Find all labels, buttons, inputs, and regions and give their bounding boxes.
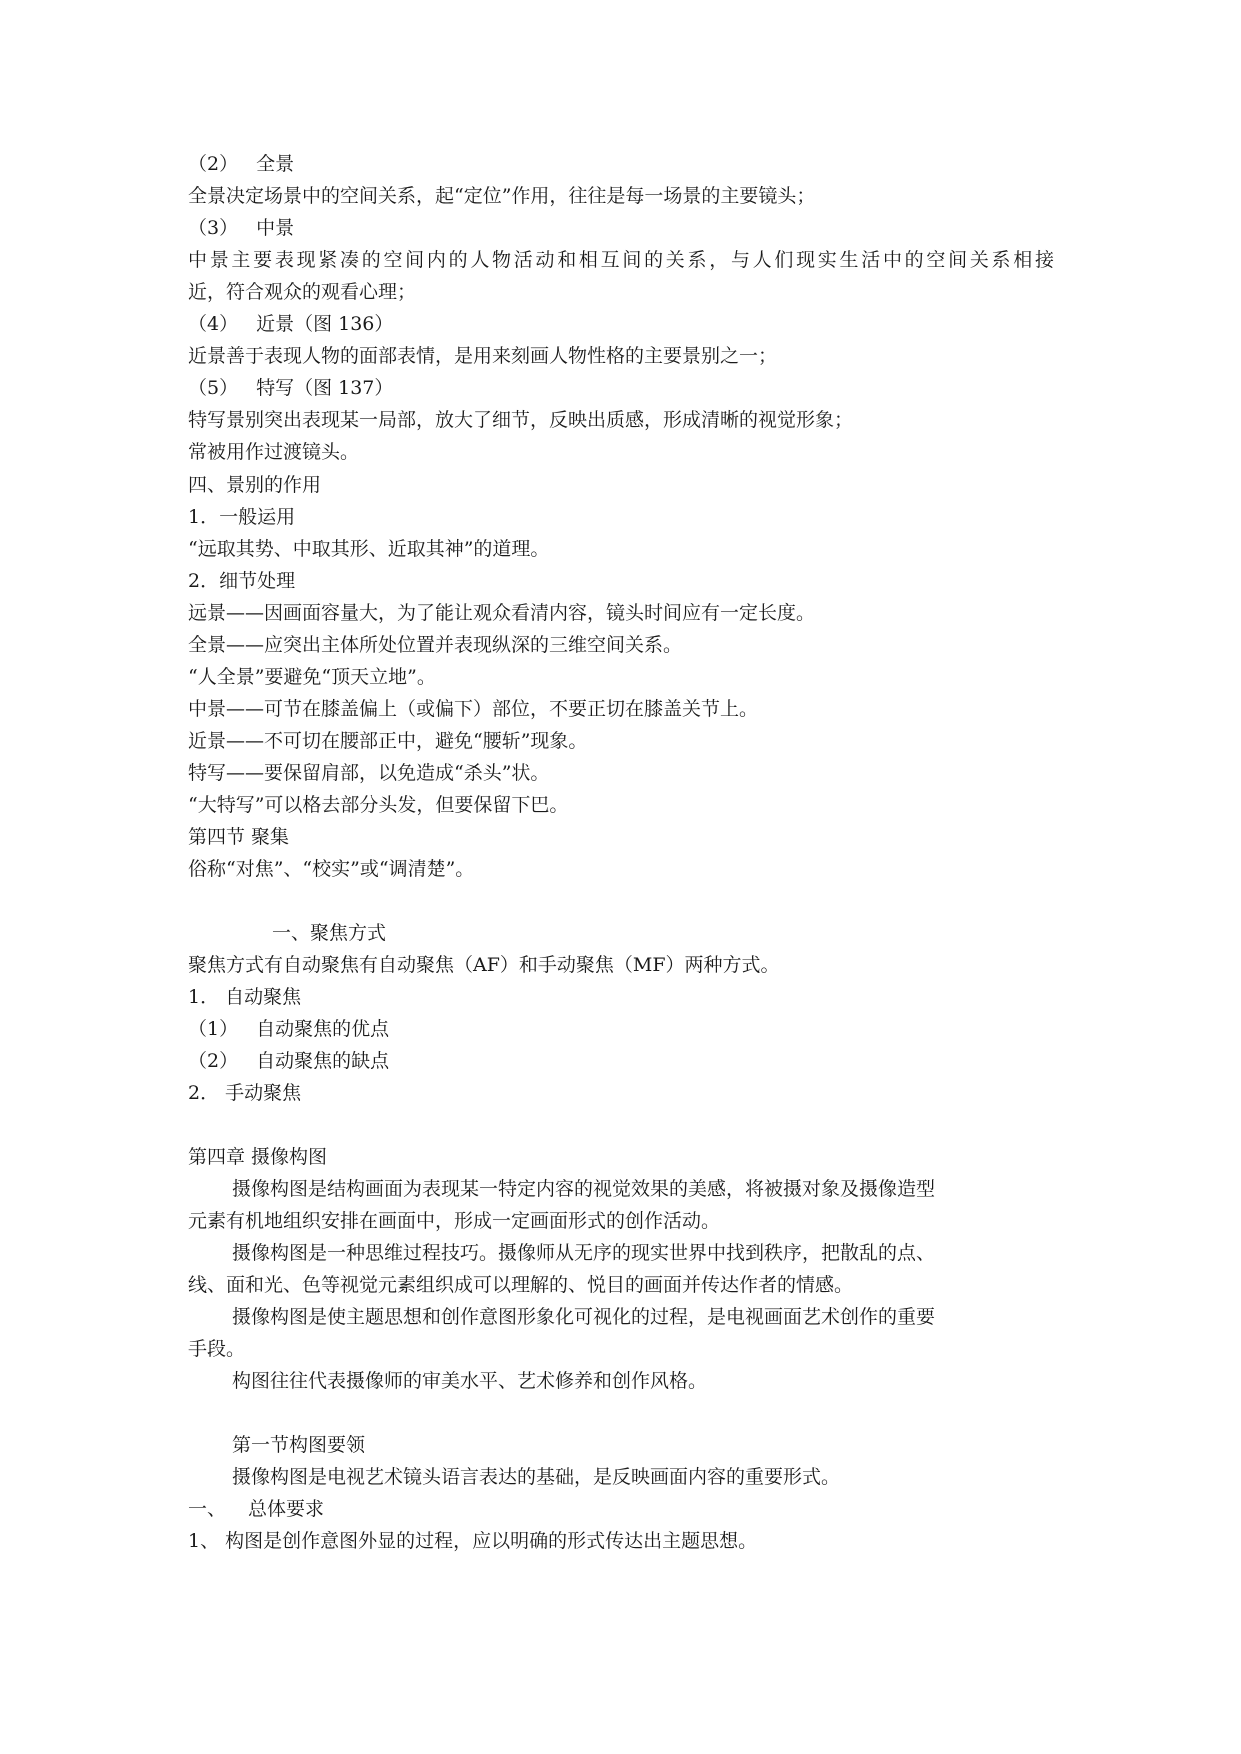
paragraph: 特写景别突出表现某一局部，放大了细节，反映出质感，形成清晰的视觉形象； — [188, 409, 854, 431]
heading-panorama — [188, 152, 294, 176]
item-number: （3） — [188, 217, 239, 239]
paragraph-line: 元素有机地组织安排在画面中，形成一定画面形式的创作活动。 — [188, 1210, 721, 1232]
paragraph-line: 手段。 — [188, 1338, 246, 1360]
subheading: 1． 自动聚焦 — [188, 986, 302, 1008]
paragraph-line: 摄像构图是一种思维过程技巧。摄像师从无序的现实世界中找到秩序，把散乱的点、 — [232, 1242, 936, 1264]
paragraph: 近景善于表现人物的面部表情，是用来刻画人物性格的主要景别之一； — [188, 345, 778, 367]
item-text: 自动聚焦的优点 — [256, 1018, 390, 1040]
chapter-title: 第四章 摄像构图 — [188, 1146, 328, 1168]
heading-closeup — [188, 376, 393, 400]
subheading: 1．一般运用 — [188, 506, 296, 528]
detail-line: 全景——应突出主体所处位置并表现纵深的三维空间关系。 — [188, 634, 683, 656]
item-number: （2） — [188, 153, 239, 175]
paragraph: 聚焦方式有自动聚焦有自动聚焦（AF）和手动聚焦（MF）两种方式。 — [188, 954, 780, 976]
paragraph: 常被用作过渡镜头。 — [188, 441, 360, 463]
item-number: （1） — [188, 1018, 239, 1040]
section-title: 第一节构图要领 — [232, 1434, 366, 1456]
detail-line: 近景——不可切在腰部正中，避免“腰斩”现象。 — [188, 730, 588, 752]
paragraph: 摄像构图是电视艺术镜头语言表达的基础，是反映画面内容的重要形式。 — [232, 1466, 841, 1488]
item-title: 全景 — [256, 153, 295, 175]
heading-medium-shot — [188, 216, 294, 240]
paragraph: 俗称“对焦”、“校实”或“调清楚”。 — [188, 858, 475, 880]
detail-line: “大特写”可以格去部分头发，但要保留下巴。 — [188, 794, 569, 816]
paragraph-line: 摄像构图是使主题思想和创作意图形象化可视化的过程，是电视画面艺术创作的重要 — [232, 1306, 936, 1328]
item-text: 自动聚焦的缺点 — [256, 1050, 390, 1072]
subheading: 2．细节处理 — [188, 570, 296, 592]
heading-close-shot — [188, 312, 393, 336]
paragraph: 构图往往代表摄像师的审美水平、艺术修养和创作风格。 — [232, 1370, 708, 1392]
section-heading: 四、景别的作用 — [188, 474, 322, 496]
subheading: 2． 手动聚焦 — [188, 1082, 302, 1104]
item-number: 一、 — [188, 1498, 227, 1520]
item-title: 总体要求 — [248, 1498, 325, 1520]
paragraph-line: 摄像构图是结构画面为表现某一特定内容的视觉效果的美感，将被摄对象及摄像造型 — [232, 1178, 936, 1200]
item-title: 中景 — [256, 217, 295, 239]
item-title: 近景（图 136） — [256, 313, 394, 335]
section-title: 第四节 聚集 — [188, 826, 290, 848]
detail-line: 中景——可节在膝盖偏上（或偏下）部位，不要正切在膝盖关节上。 — [188, 698, 759, 720]
paragraph-line: 近，符合观众的观看心理； — [188, 281, 417, 303]
detail-line: 特写——要保留肩部，以免造成“杀头”状。 — [188, 762, 550, 784]
paragraph-line: 线、面和光、色等视觉元素组织成可以理解的、悦目的画面并传达作者的情感。 — [188, 1274, 854, 1296]
paragraph: “远取其势、中取其形、近取其神”的道理。 — [188, 538, 550, 560]
item-title: 特写（图 137） — [256, 377, 394, 399]
list-item: 1、 构图是创作意图外显的过程，应以明确的形式传达出主题思想。 — [188, 1530, 758, 1552]
section-heading — [188, 1497, 324, 1521]
item-number: （5） — [188, 377, 239, 399]
item-number: （2） — [188, 1050, 239, 1072]
paragraph: 全景决定场景中的空间关系，起“定位”作用，往往是每一场景的主要镜头； — [188, 185, 816, 207]
list-item — [188, 1049, 389, 1073]
list-item — [188, 1017, 389, 1041]
detail-line: “人全景”要避免“顶天立地”。 — [188, 666, 436, 688]
detail-line: 远景——因画面容量大，为了能让观众看清内容，镜头时间应有一定长度。 — [188, 602, 816, 624]
item-number: （4） — [188, 313, 239, 335]
paragraph-line: 中景主要表现紧凑的空间内的人物活动和相互间的关系，与人们现实生活中的空间关系相接 — [188, 249, 1054, 271]
section-heading: 一、聚焦方式 — [272, 922, 387, 944]
